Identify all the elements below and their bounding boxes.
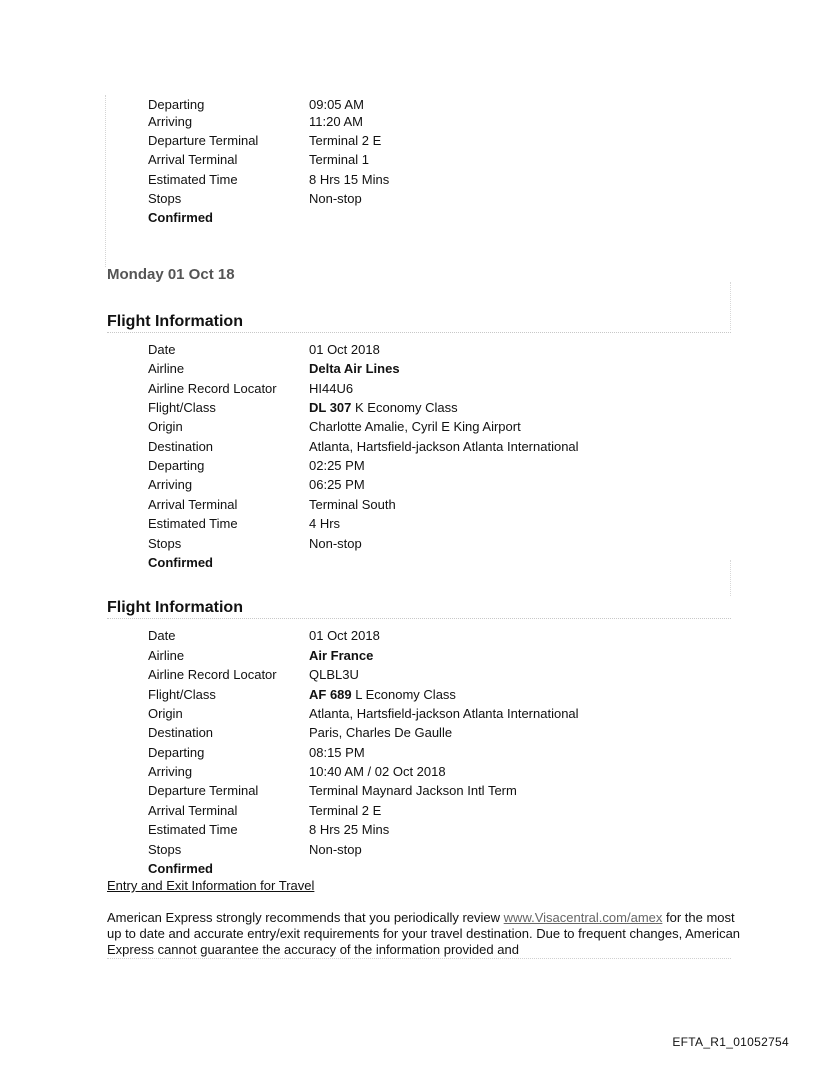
divider (730, 560, 731, 596)
row-label: Departing (148, 458, 205, 473)
flight-number: DL 307 (309, 400, 352, 415)
paragraph-text: for the most up to date and accurate entry/exit requirements for your travel destination. Due to frequent changes, American Express cannot guarantee the accuracy of the information provided and (107, 910, 741, 957)
row-label: Departing (148, 745, 205, 760)
airline-name: Air France (309, 648, 374, 663)
row-value: Non-stop (309, 842, 362, 857)
row-label: Departure Terminal (148, 133, 259, 148)
visacentral-link[interactable]: www.Visacentral.com/amex (503, 910, 663, 925)
row-label: Arriving (148, 764, 193, 779)
flight-information-heading: Flight Information (107, 598, 731, 619)
row-value: Non-stop (309, 536, 362, 551)
row-value: 02:25 PM (309, 458, 365, 473)
row-label: Airline (148, 361, 185, 376)
row-label: Arriving (148, 114, 193, 129)
row-value: 8 Hrs 15 Mins (309, 172, 390, 187)
row-label: Arriving (148, 477, 193, 492)
row-value: 01 Oct 2018 (309, 342, 380, 357)
row-label: Flight/Class (148, 687, 216, 702)
row-value: Paris, Charles De Gaulle (309, 725, 453, 740)
row-value: Atlanta, Hartsfield-jackson Atlanta International (309, 439, 579, 454)
row-label: Origin (148, 706, 183, 721)
row-label: Estimated Time (148, 516, 238, 531)
row-label: Estimated Time (148, 172, 238, 187)
row-label: Arrival Terminal (148, 803, 238, 818)
airline-name: Delta Air Lines (309, 361, 400, 376)
row-value: 08:15 PM (309, 745, 365, 760)
row-label: Arrival Terminal (148, 152, 238, 167)
row-label: Flight/Class (148, 400, 216, 415)
divider (107, 958, 731, 959)
row-label: Departure Terminal (148, 783, 259, 798)
row-value: 11:20 AM (309, 114, 363, 129)
row-value: Charlotte Amalie, Cyril E King Airport (309, 419, 521, 434)
row-value: Atlanta, Hartsfield-jackson Atlanta International (309, 706, 579, 721)
row-value: 06:25 PM (309, 477, 365, 492)
row-value: Terminal South (309, 497, 396, 512)
row-label: Arrival Terminal (148, 497, 238, 512)
row-value: Terminal 2 E (309, 133, 382, 148)
row-value: QLBL3U (309, 667, 359, 682)
row-label: Origin (148, 419, 183, 434)
class-text: K Economy Class (351, 400, 458, 415)
row-value: Terminal 1 (309, 152, 369, 167)
flight-class-value (309, 398, 458, 417)
row-label: Stops (148, 191, 182, 206)
entry-exit-heading[interactable]: Entry and Exit Information for Travel (107, 878, 315, 893)
flight-information-heading: Flight Information (107, 312, 731, 333)
confirmed-status: Confirmed (148, 861, 213, 876)
row-label: Stops (148, 536, 182, 551)
paragraph-text: American Express strongly recommends that you periodically review (107, 910, 504, 925)
row-value: 4 Hrs (309, 516, 341, 531)
document-id: EFTA_R1_01052754 (672, 1035, 789, 1049)
row-value: 01 Oct 2018 (309, 628, 380, 643)
day-heading: Monday 01 Oct 18 (107, 266, 235, 283)
row-label: Date (148, 628, 176, 643)
class-text: L Economy Class (351, 687, 456, 702)
row-value: Terminal 2 E (309, 803, 382, 818)
row-label: Destination (148, 439, 214, 454)
row-value: HI44U6 (309, 381, 354, 396)
row-label: Airline (148, 648, 185, 663)
row-label: Departing (148, 97, 205, 112)
row-value: 09:05 AM (309, 97, 364, 112)
row-value: Terminal Maynard Jackson Intl Term (309, 783, 517, 798)
flight-number: AF 689 (309, 687, 352, 702)
row-value: Non-stop (309, 191, 362, 206)
confirmed-status: Confirmed (148, 555, 213, 570)
row-label: Destination (148, 725, 214, 740)
confirmed-status: Confirmed (148, 210, 213, 225)
row-label: Airline Record Locator (148, 381, 277, 396)
entry-exit-paragraph (107, 910, 747, 958)
flight-class-value (309, 685, 456, 704)
row-label: Date (148, 342, 176, 357)
row-value: 10:40 AM / 02 Oct 2018 (309, 764, 446, 779)
row-label: Estimated Time (148, 822, 238, 837)
row-value: 8 Hrs 25 Mins (309, 822, 390, 837)
row-label: Stops (148, 842, 182, 857)
row-label: Airline Record Locator (148, 667, 277, 682)
